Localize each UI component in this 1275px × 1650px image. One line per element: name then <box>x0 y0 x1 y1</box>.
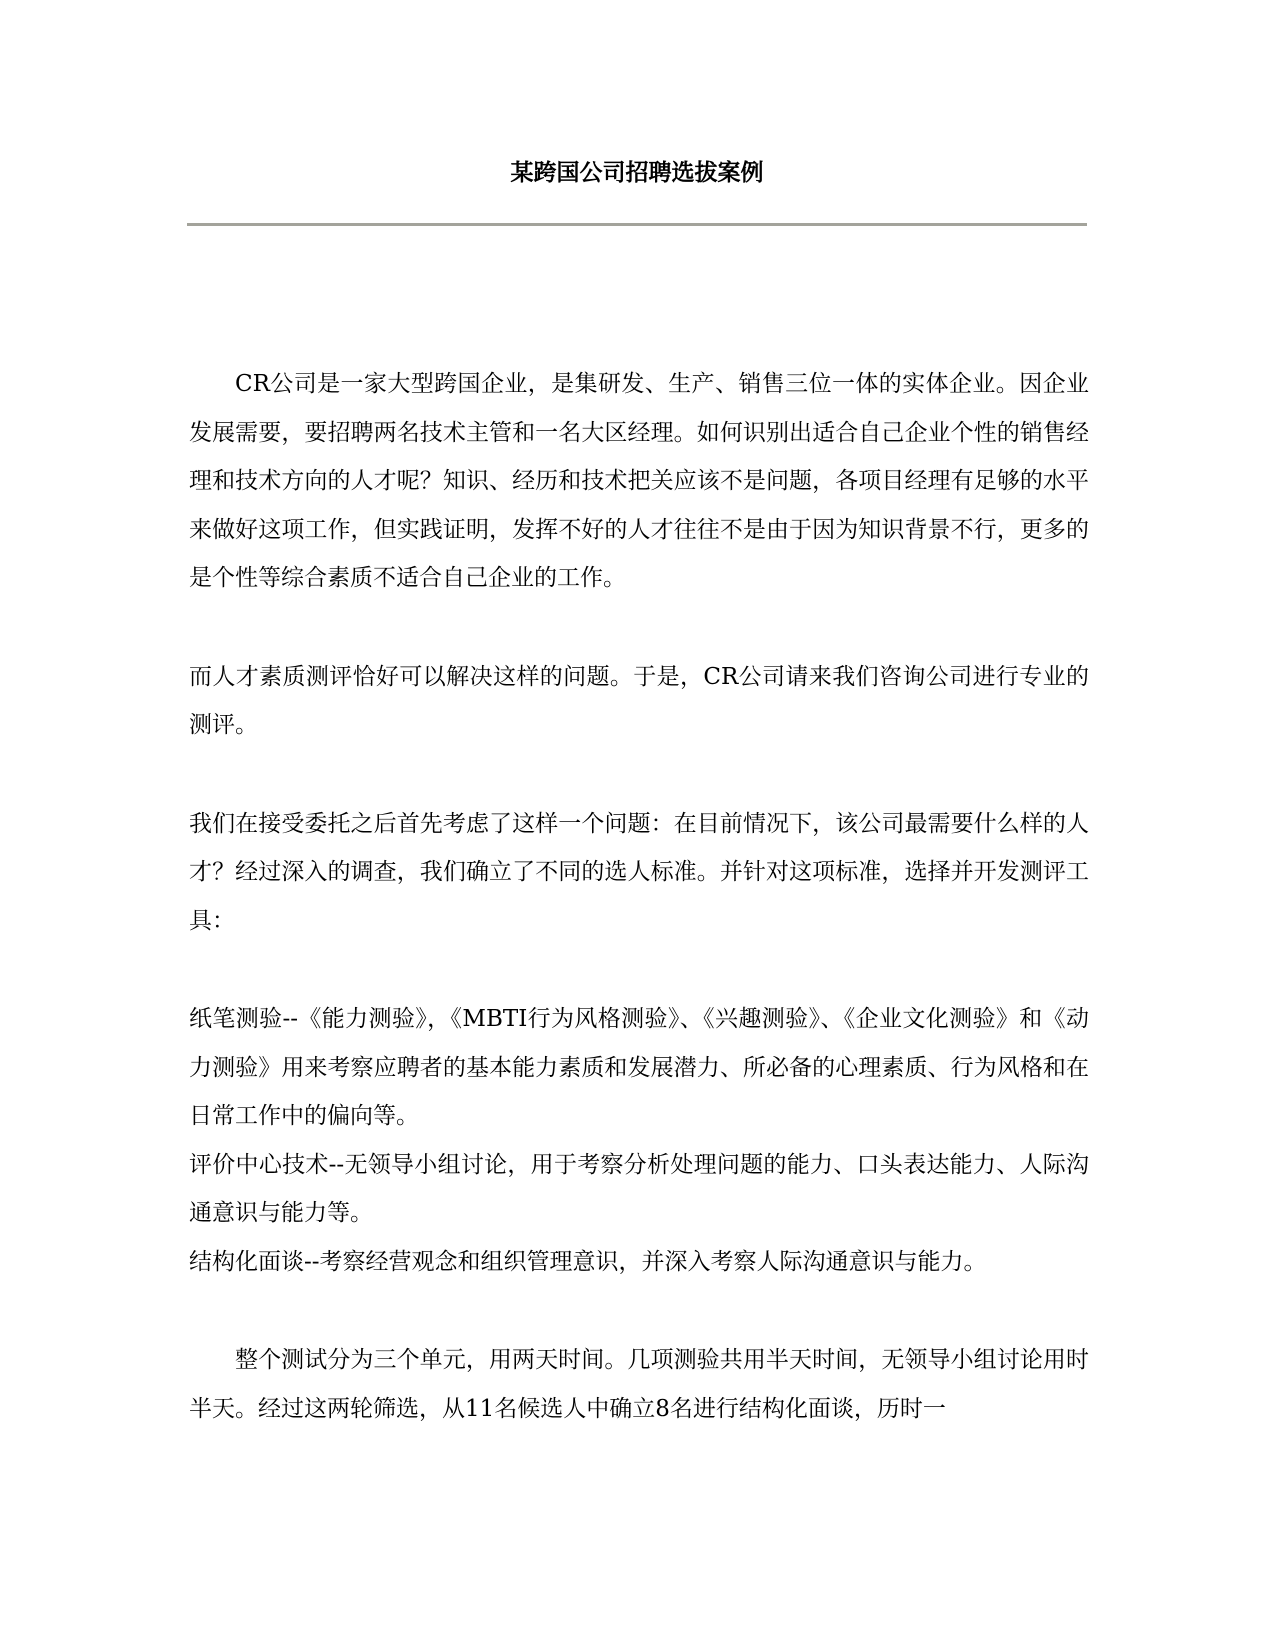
paragraph-selection-criteria: 我们在接受委托之后首先考虑了这样一个问题：在目前情况下，该公司最需要什么样的人才？经过深入的调查，我们确立了不同的选人标准。并针对这项标准，选择并开发测评工具： <box>189 810 1089 934</box>
document-title: 某跨国公司招聘选拔案例 <box>510 160 764 186</box>
document-body <box>189 360 1089 1433</box>
paragraph-written-tests: 纸笔测验--《能力测验》，《MBTI行为风格测验》、《兴趣测验》、《企业文化测验》和《动力测验》用来考察应聘者的基本能力素质和发展潜力、所必备的心理素质、行为风格和在日常工作中的偏向等。 <box>189 1006 1089 1129</box>
title-divider <box>187 223 1087 226</box>
paragraph-test-schedule: 整个测试分为三个单元，用两天时间。几项测验共用半天时间，无领导小组讨论用时半天。经过这两轮筛选，从11名候选人中确立8名进行结构化面谈，历时一 <box>189 1347 1089 1422</box>
paragraph-assessment-center: 评价中心技术--无领导小组讨论，用于考察分析处理问题的能力、口头表达能力、人际沟通意识与能力等。 <box>189 1151 1089 1226</box>
paragraph-structured-interview: 结构化面谈--考察经营观念和组织管理意识，并深入考察人际沟通意识与能力。 <box>189 1248 987 1275</box>
paragraph-company-background: CR公司是一家大型跨国企业，是集研发、生产、销售三位一体的实体企业。因企业发展需要，要招聘两名技术主管和一名大区经理。如何识别出适合自己企业个性的销售经理和技术方向的人才呢？知识、经历和技术把关应该不是问题，各项目经理有足够的水平来做好这项工作，但实践证明，发挥不好的人才往往不是由于因为知识背景不行，更多的是个性等综合素质不适合自己企业的工作。 <box>189 371 1089 591</box>
paragraph-assessment-solution: 而人才素质测评恰好可以解决这样的问题。于是，CR公司请来我们咨询公司进行专业的测评。 <box>189 663 1089 738</box>
